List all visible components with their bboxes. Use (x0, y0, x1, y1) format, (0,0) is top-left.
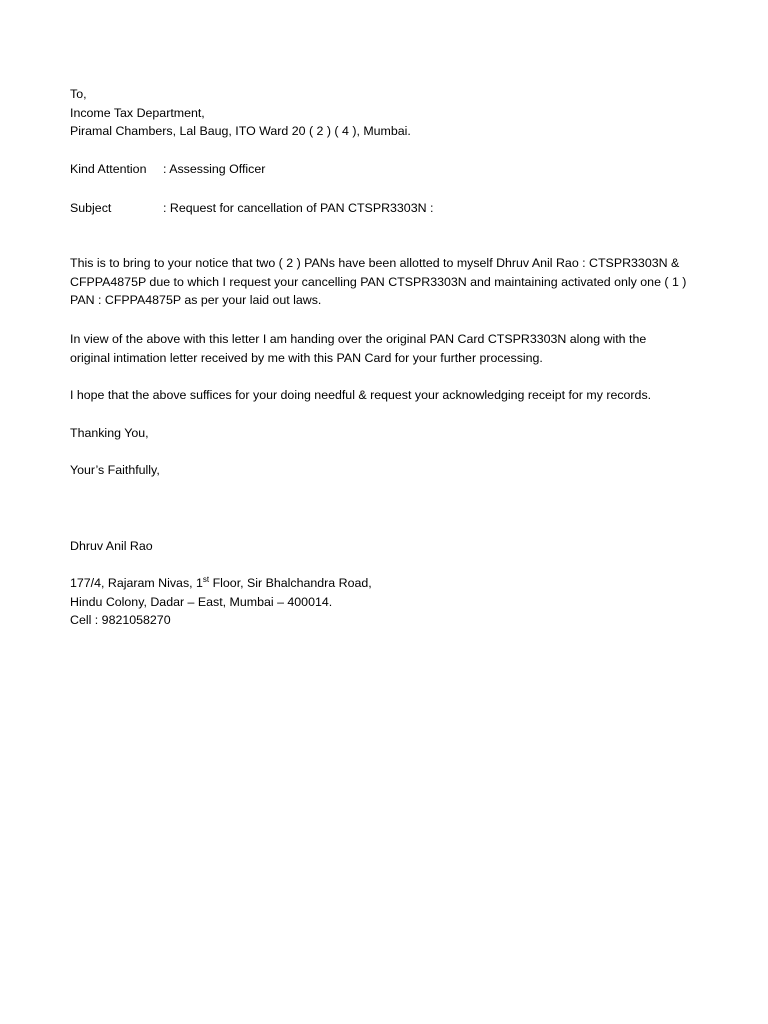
recipient-line-1: Income Tax Department, (70, 106, 205, 120)
ordinal-superscript: st (202, 574, 210, 584)
paragraph-1-line-3: PAN : CFPPA4875P as per your laid out laws. (70, 293, 322, 307)
thanking-you: Thanking You, (70, 426, 149, 440)
paragraph-3-line-1: I hope that the above suffices for your doing needful & request your acknowledging receipt for my records. (70, 388, 652, 402)
paragraph-1-line-2: CFPPA4875P due to which I request your cancelling PAN CTSPR3303N and maintaining activated only one ( 1 ) (70, 274, 687, 289)
salutation: To, (70, 87, 87, 101)
address-part-1: 177/4, Rajaram Nivas, 1 (70, 576, 203, 590)
paragraph-1 (70, 254, 710, 310)
sender-address-line-1 (70, 574, 372, 592)
paragraph-2 (70, 330, 710, 367)
address-part-2: Floor, Sir Bhalchandra Road, (209, 576, 372, 590)
recipient-line-2: Piramal Chambers, Lal Baug, ITO Ward 20 ( 2 ) ( 4 ), Mumbai. (70, 124, 411, 138)
sender-address-line-2: Hindu Colony, Dadar – East, Mumbai – 400014. (70, 595, 333, 609)
paragraph-2-line-1: In view of the above with this letter I am handing over the original PAN Card CTSPR3303N along with the (70, 332, 647, 346)
attention-row (70, 160, 265, 178)
subject-value: : Request for cancellation of PAN CTSPR3303N : (163, 201, 434, 215)
paragraph-2-line-2: original intimation letter received by me with this PAN Card for your further processing. (70, 350, 543, 365)
attention-label: Kind Attention (70, 162, 147, 176)
sender-cell: Cell : 9821058270 (70, 613, 171, 627)
subject-row (70, 199, 433, 217)
sign-off: Your’s Faithfully, (70, 463, 160, 477)
attention-value: : Assessing Officer (163, 162, 266, 176)
paragraph-3 (70, 386, 710, 405)
subject-label: Subject (70, 201, 112, 215)
paragraph-1-line-1: This is to bring to your notice that two ( 2 ) PANs have been allotted to myself Dhruv Anil Rao : CTSPR3303N & (70, 256, 680, 270)
sender-name: Dhruv Anil Rao (70, 539, 153, 553)
